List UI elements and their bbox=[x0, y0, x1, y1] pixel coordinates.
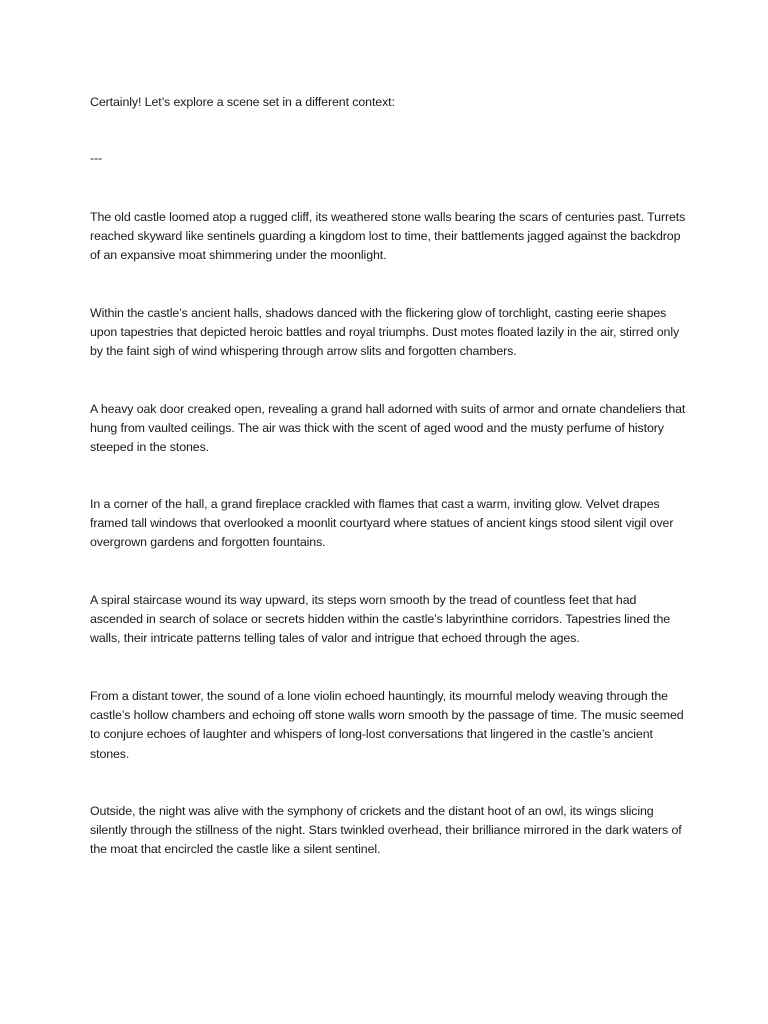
paragraph-staircase: A spiral staircase wound its way upward, its steps worn smooth by the tread of countless feet that had ascended in search of solace or secrets hidden within the castle’s labyrinthine corridors. Tapestries lined the walls, their intricate patterns telling tales of valor and intrigue that echoed through the ages. bbox=[90, 593, 671, 646]
paragraph-fireplace: In a corner of the hall, a grand fireplace crackled with flames that cast a warm, inviting glow. Velvet drapes framed tall windows that overlooked a moonlit courtyard where statues of ancient kings stood silent vigil over overgrown gardens and forgotten fountains. bbox=[90, 497, 674, 550]
intro-text: Certainly! Let’s explore a scene set in a different context: bbox=[90, 95, 395, 109]
separator-text: --- bbox=[90, 151, 103, 165]
paragraph-grand-hall: A heavy oak door creaked open, revealing a grand hall adorned with suits of armor and ornate chandeliers that hung from vaulted ceilings. The air was thick with the scent of aged wood and the musty perfume of history steeped in the stones. bbox=[90, 402, 686, 455]
paragraph-ancient-halls: Within the castle’s ancient halls, shadows danced with the flickering glow of torchlight, casting eerie shapes upon tapestries that depicted heroic battles and royal triumphs. Dust motes floated lazily in the air, stirred only by the faint sigh of wind whispering through arrow slits and forgotten chambers. bbox=[90, 306, 680, 359]
paragraph-castle-exterior: The old castle loomed atop a rugged cliff, its weathered stone walls bearing the scars of centuries past. Turrets reached skyward like sentinels guarding a kingdom lost to time, their battlements jagged against the backdrop of an expansive moat shimmering under the moonlight. bbox=[90, 210, 686, 263]
paragraph-violin-tower: From a distant tower, the sound of a lone violin echoed hauntingly, its mournful melody weaving through the castle’s hollow chambers and echoing off stone walls worn smooth by the passage of time. The music seemed to conjure echoes of laughter and whispers of long-lost conversations that lingered in the castle’s ancient stones. bbox=[90, 689, 684, 761]
paragraph-night-outside: Outside, the night was alive with the symphony of crickets and the distant hoot of an owl, its wings slicing silently through the stillness of the night. Stars twinkled overhead, their brilliance mirrored in the dark waters of the moat that encircled the castle like a silent sentinel. bbox=[90, 804, 682, 857]
